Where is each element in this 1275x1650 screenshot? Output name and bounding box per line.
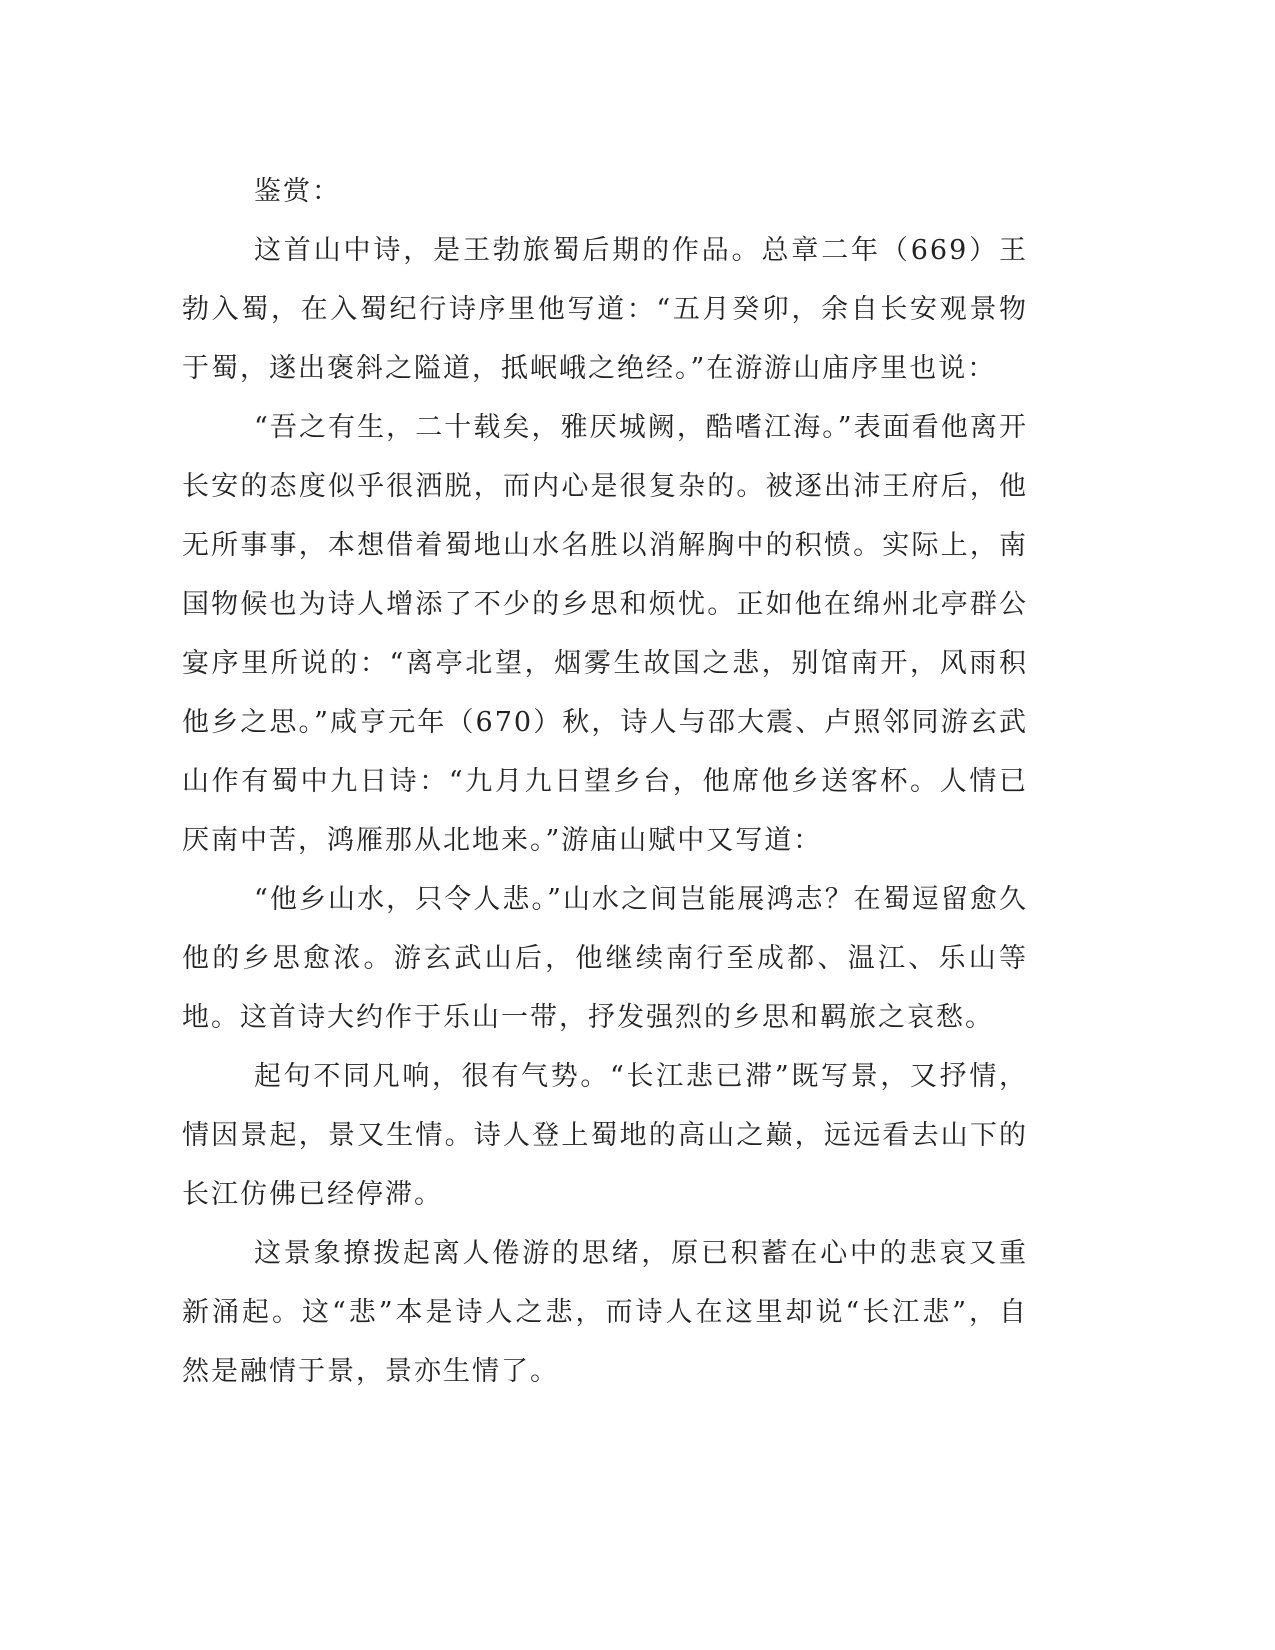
document-body (182, 162, 1028, 1401)
section-heading: 鉴赏： (254, 176, 341, 207)
paragraph-3: “他乡山水，只令人悲。”山水之间岂能展鸿志？在蜀逗留愈久他的乡思愈浓。游玄武山后，他继续南行至成都、温江、乐山等地。这首诗大约作于乐山一带，抒发强烈的乡思和羁旅之哀愁。 (182, 884, 1028, 1033)
paragraph-4: 起句不同凡响，很有气势。“长江悲已滞”既写景，又抒情，情因景起，景又生情。诗人登上蜀地的高山之巅，远远看去山下的长江仿佛已经停滞。 (182, 1061, 1028, 1210)
paragraph-2: “吾之有生，二十载矣，雅厌城阙，酷嗜江海。”表面看他离开长安的态度似乎很洒脱，而内心是很复杂的。被逐出沛王府后，他无所事事，本想借着蜀地山水名胜以消解胸中的积愤。实际上，南国物候也为诗人增添了不少的乡思和烦忧。正如他在绵州北亭群公宴序里所说的：“离亭北望，烟雾生故国之悲，别馆南开，风雨积他乡之思。”咸亨元年（670）秋，诗人与邵大震、卢照邻同游玄武山作有蜀中九日诗：“九月九日望乡台，他席他乡送客杯。人情已厌南中苦，鸿雁那从北地来。”游庙山赋中又写道： (182, 412, 1028, 856)
paragraph-1: 这首山中诗，是王勃旅蜀后期的作品。总章二年（669）王勃入蜀，在入蜀纪行诗序里他写道：“五月癸卯，余自长安观景物于蜀，遂出褒斜之隘道，抵岷峨之绝经。”在游游山庙序里也说： (182, 235, 1028, 384)
paragraph-5: 这景象撩拨起离人倦游的思绪，原已积蓄在心中的悲哀又重新涌起。这“悲”本是诗人之悲，而诗人在这里却说“长江悲”，自然是融情于景，景亦生情了。 (182, 1238, 1028, 1387)
